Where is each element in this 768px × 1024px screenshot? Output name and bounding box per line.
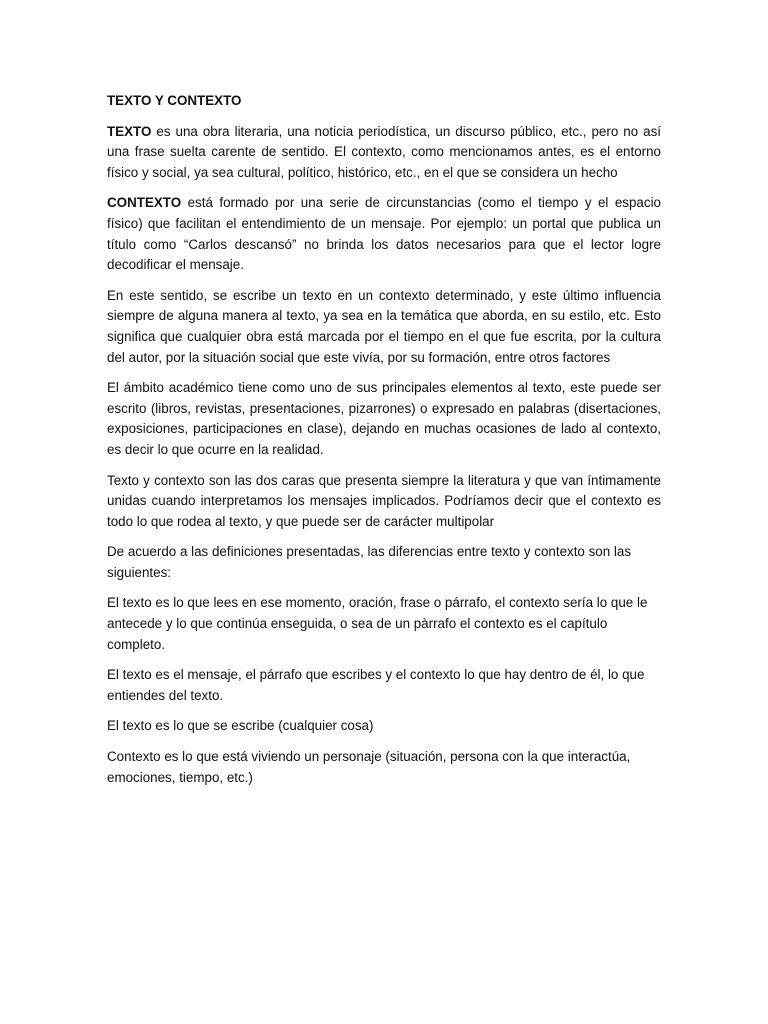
paragraph-sentido: En este sentido, se escribe un texto en un contexto determinado, y este último influencia siempre de alguna manera al texto, ya sea en la temática que aborda, en su estilo, etc. Esto significa que cualquier obra está marcada por el tiempo en el que fue escrita, por la cultura del autor, por la situación social que este vivía, por su formación, entre otros factores	[107, 287, 661, 365]
paragraph-diferencia-2: El texto es el mensaje, el párrafo que escribes y el contexto lo que hay dentro de él, lo que entiendes del texto.	[107, 667, 645, 703]
paragraph-dos-caras: Texto y contexto son las dos caras que presenta siempre la literatura y que van íntimamente unidas cuando interpretamos los mensajes implicados. Podríamos decir que el contexto es todo lo que rodea al texto, y que puede ser de carácter multipolar	[107, 472, 661, 529]
paragraph-body: está formado por una serie de circunstancias (como el tiempo y el espacio físico) que facilitan el entendimiento de un mensaje. Por ejemplo: un portal que publica un título como “Carlos descansó” no brinda los datos necesarios para que el lector logre decodificar el mensaje.	[107, 195, 661, 273]
paragraph-diferencias-intro: De acuerdo a las definiciones presentadas, las diferencias entre texto y contexto son las siguientes:	[107, 544, 632, 580]
paragraph-lead-contexto: CONTEXTO	[107, 195, 182, 211]
paragraph-contexto-definition	[107, 193, 661, 275]
paragraph-ambito-academico: El ámbito académico tiene como uno de sus principales elementos al texto, este puede ser escrito (libros, revistas, presentaciones, pizarrones) o expresado en palabras (disertaciones, exposiciones, participaciones en clase), dejando en muchas ocasiones de lado al contexto, es decir lo que ocurre en la realidad.	[107, 380, 661, 457]
paragraph-texto-definition	[107, 122, 661, 184]
document-title: TEXTO Y CONTEXTO	[107, 93, 242, 108]
document-page	[107, 91, 661, 798]
paragraph-lead-texto: TEXTO	[107, 123, 152, 139]
paragraph-diferencia-4: Contexto es lo que está viviendo un personaje (situación, persona con la que interactúa, emociones, tiempo, etc.)	[107, 749, 631, 785]
paragraph-body: es una obra literaria, una noticia periodística, un discurso público, etc., pero no así una frase suelta carente de sentido. El contexto, como mencionamos antes, es el entorno físico y social, ya sea cultural, político, histórico, etc., en el que se considera un hecho	[107, 123, 661, 180]
paragraph-diferencia-3: El texto es lo que se escribe (cualquier cosa)	[107, 718, 374, 734]
paragraph-diferencia-1: El texto es lo que lees en ese momento, oración, frase o párrafo, el contexto sería lo que le antecede y lo que continúa enseguida, o sea de un pàrrafo el contexto es el capítulo completo.	[107, 595, 648, 652]
